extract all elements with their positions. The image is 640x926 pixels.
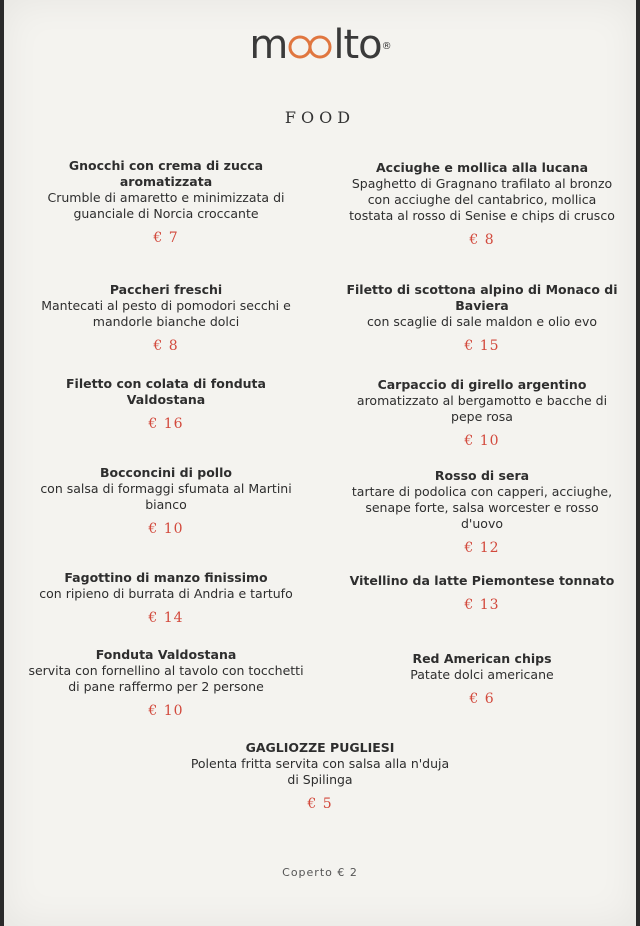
menu-item-rosso-di-sera (344, 468, 620, 556)
item-price: € 10 (464, 433, 500, 449)
item-name: Red American chips (412, 651, 552, 666)
item-price: € 15 (464, 338, 500, 354)
menu-item-fagottino (26, 570, 306, 626)
item-name: Vitellino da latte Piemontese tonnato (349, 573, 615, 588)
item-desc: Patate dolci americane (410, 667, 554, 682)
item-name: Carpaccio di girello argentino (377, 377, 587, 392)
logo-oo-icon (288, 34, 332, 60)
menu-item-acciughe (344, 160, 620, 248)
menu-item-vitellino (344, 573, 620, 613)
item-desc: con salsa di formaggi sfumata al Martini bianco (40, 481, 292, 512)
menu-item-red-american-chips (344, 651, 620, 707)
item-price: € 12 (464, 540, 500, 556)
item-desc: Mantecati al pesto di pomodori secchi e mandorle bianche dolci (41, 298, 291, 329)
item-name: Acciughe e mollica alla lucana (376, 160, 588, 175)
item-desc: aromatizzato al bergamotto e bacche di pepe rosa (356, 393, 608, 424)
item-price: € 10 (148, 521, 184, 537)
item-name: Bocconcini di pollo (100, 465, 232, 480)
item-name: Fonduta Valdostana (95, 647, 237, 662)
item-price: € 16 (148, 416, 184, 432)
item-price: € 6 (469, 691, 495, 707)
item-name: Rosso di sera (434, 468, 530, 483)
item-name: Filetto di scottona alpino di Monaco di Baviera (346, 282, 618, 313)
item-price: € 8 (469, 232, 495, 248)
item-name: Filetto con colata di fonduta Valdostana (66, 376, 266, 407)
menu-item-carpaccio (344, 377, 620, 449)
item-name: Fagottino di manzo finissimo (64, 570, 268, 585)
item-price: € 14 (148, 610, 184, 626)
item-desc: Spaghetto di Gragnano trafilato al bronzo con acciughe del cantabrico, mollica tostata al rosso di Senise e chips di crusco (349, 176, 615, 223)
item-desc: Polenta fritta servita con salsa alla n'duja di Spilinga (190, 756, 450, 787)
menu-item-filetto-fonduta (26, 376, 306, 432)
molto-logo (0, 22, 640, 68)
item-name: GAGLIOZZE PUGLIESI (245, 740, 395, 755)
menu-item-gnocchi (26, 158, 306, 246)
item-name: Paccheri freschi (109, 282, 223, 297)
item-desc: tartare di podolica con capperi, acciughe, senape forte, salsa worcester e rosso d'uovo (351, 484, 613, 531)
item-desc: servita con fornellino al tavolo con tocchetti di pane raffermo per 2 persone (28, 663, 304, 694)
item-desc: con ripieno di burrata di Andria e tartufo (39, 586, 293, 601)
logo-text-left: m (249, 22, 288, 68)
coperto-note: Coperto € 2 (282, 866, 358, 879)
item-price: € 5 (307, 796, 333, 812)
registered-mark: ® (381, 41, 391, 52)
menu-item-fonduta-valdostana (26, 647, 306, 719)
menu-item-filetto-scottona (344, 282, 620, 354)
menu-item-paccheri (26, 282, 306, 354)
item-price: € 8 (153, 338, 179, 354)
section-title-food: FOOD (284, 108, 356, 127)
item-price: € 13 (464, 597, 500, 613)
item-price: € 7 (153, 230, 179, 246)
item-desc: Crumble di amaretto e minimizzata di guanciale di Norcia croccante (47, 190, 285, 221)
item-name: Gnocchi con crema di zucca aromatizzata (68, 158, 264, 189)
logo-text-right: lto (333, 22, 382, 68)
item-price: € 10 (148, 703, 184, 719)
item-desc: con scaglie di sale maldon e olio evo (366, 314, 598, 329)
menu-item-bocconcini (26, 465, 306, 537)
menu-item-gagliozze (190, 740, 450, 812)
